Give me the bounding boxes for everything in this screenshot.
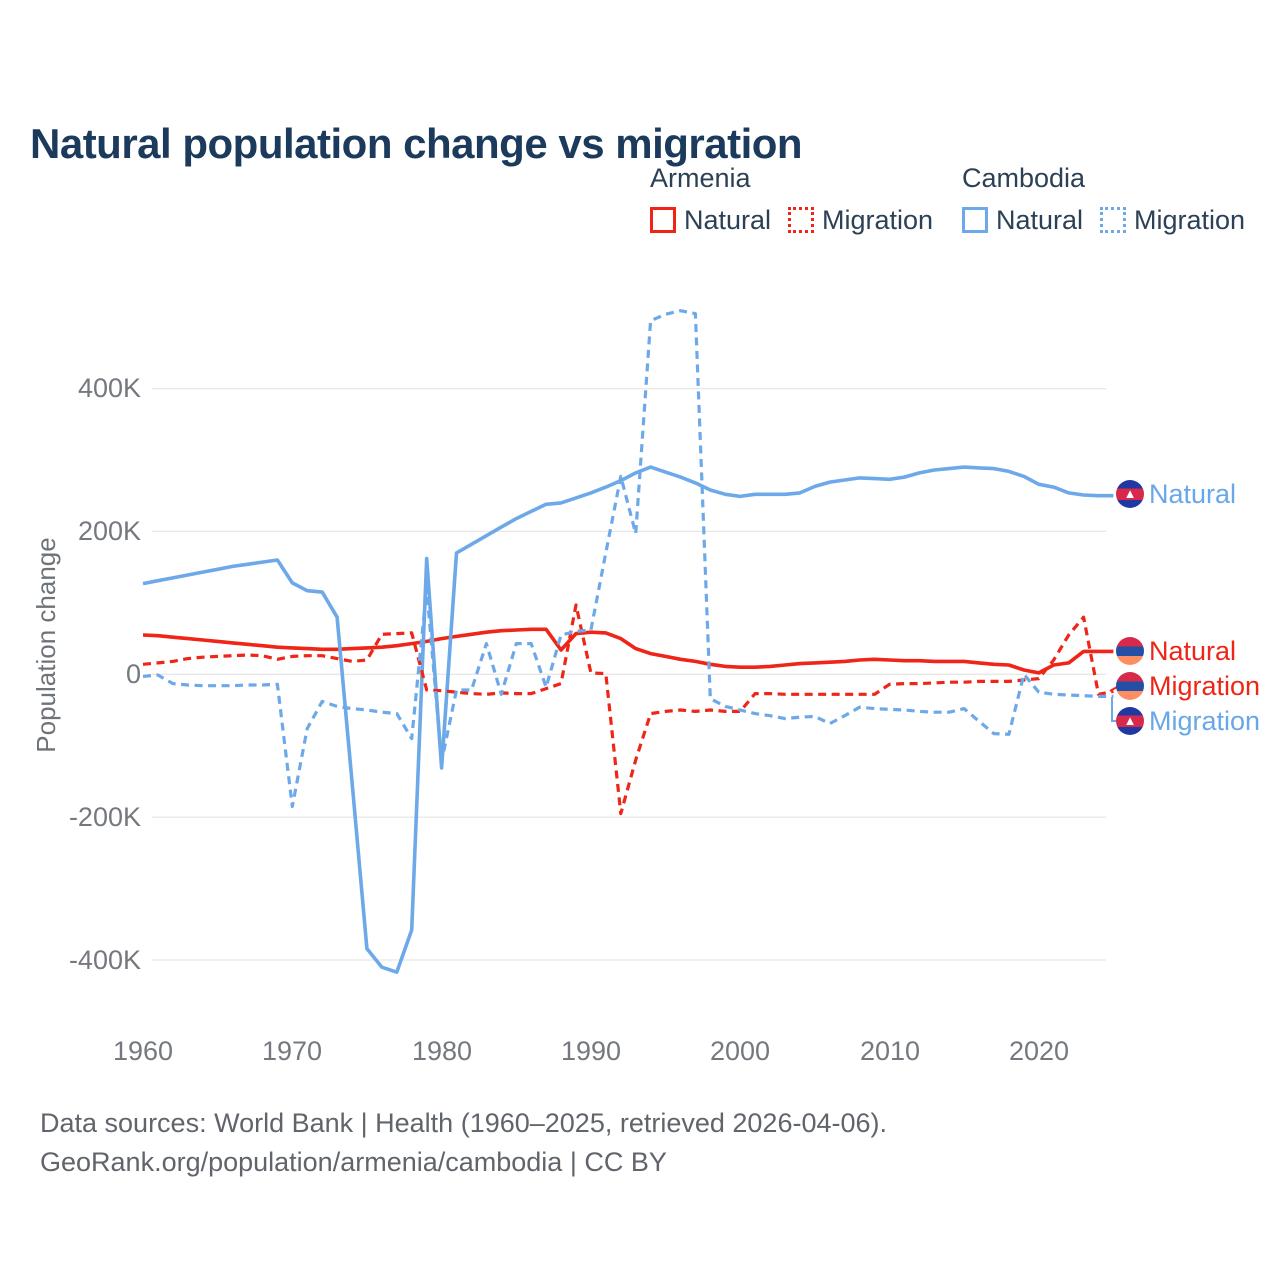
legend-label-cambodia-migration: Migration (1134, 205, 1246, 235)
legend-label-armenia-migration: Migration (822, 205, 934, 235)
y-tick-n400k: -400K (68, 945, 141, 975)
armenia-flag-icon (1116, 672, 1144, 700)
legend-label-cambodia-natural: Natural (996, 205, 1084, 235)
series-label-armenia-natural: Natural (1149, 636, 1237, 666)
x-tick-1960: 1960 (112, 1036, 174, 1066)
series-label-cambodia-migration: Migration (1149, 706, 1261, 736)
x-tick-1980: 1980 (411, 1036, 473, 1066)
temple-glyph-icon: ▲ (1123, 485, 1137, 501)
y-axis-title: Population change (31, 537, 61, 753)
series-line-cambodia-migration (143, 311, 1113, 807)
temple-glyph-icon: ▲ (1123, 712, 1137, 728)
x-tick-2010: 2010 (859, 1036, 921, 1066)
footer-attribution: GeoRank.org/population/armenia/cambodia | CC BY (40, 1147, 667, 1177)
series-label-armenia-migration: Migration (1149, 671, 1261, 701)
legend-header-armenia: Armenia (650, 163, 751, 193)
y-tick-400k: 400K (77, 373, 141, 403)
y-tick-200k: 200K (77, 516, 141, 546)
series-label-cambodia-natural: Natural (1149, 479, 1237, 509)
series-line-armenia-natural (143, 629, 1113, 673)
cambodia-flag-icon (1116, 480, 1144, 508)
page-title: Natural population change vs migration (30, 120, 803, 168)
series-line-cambodia-natural (143, 467, 1113, 972)
legend-header-cambodia: Cambodia (962, 163, 1086, 193)
legend-label-armenia-natural: Natural (684, 205, 772, 235)
x-tick-2020: 2020 (1008, 1036, 1070, 1066)
cambodia-flag-icon (1116, 707, 1144, 735)
x-tick-2000: 2000 (709, 1036, 771, 1066)
armenia-flag-icon (1116, 637, 1144, 665)
x-tick-1990: 1990 (560, 1036, 622, 1066)
footer-data-sources: Data sources: World Bank | Health (1960–2025, retrieved 2026-04-06). (40, 1108, 887, 1138)
y-tick-n200k: -200K (68, 802, 141, 832)
y-tick-0: 0 (125, 659, 141, 689)
x-tick-1970: 1970 (261, 1036, 323, 1066)
